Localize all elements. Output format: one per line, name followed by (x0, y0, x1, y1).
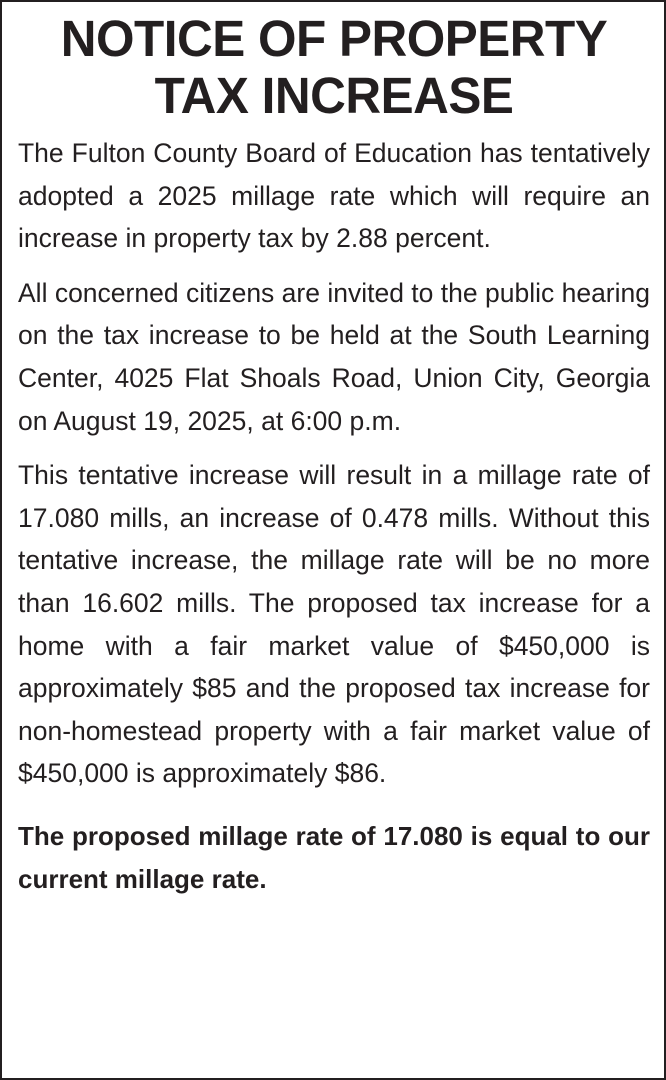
notice-paragraph-hearing: All concerned citizens are invited to the public hearing on the tax increase to be held at the South Learning Center, 4025 Flat Shoals Road, Union City, Georgia on August 19, 2025, at 6:00 p.m. (18, 277, 650, 436)
notice-paragraph-conclusion: The proposed millage rate of 17.080 is equal to our current millage rate. (18, 820, 650, 894)
notice-paragraph-adoption: The Fulton County Board of Education has tentatively adopted a 2025 millage rate which will require an increase in property tax by 2.88 percent. (18, 138, 650, 254)
notice-title-line-1: NOTICE OF PROPERTY (60, 10, 608, 67)
notice-title-line-2: TAX INCREASE (154, 67, 514, 124)
notice-paragraph-details: This tentative increase will result in a millage rate of 17.080 mills, an increase of 0.478 mills. Without this tentative increase, the millage rate will be no more than 16.602 mills. The proposed tax increase for a home with a fair market value of $450,000 is approximately $85 and the proposed tax increase for non-homestead property with a fair market value of $450,000 is approximately $86. (18, 460, 650, 789)
notice-title (27, 10, 640, 124)
